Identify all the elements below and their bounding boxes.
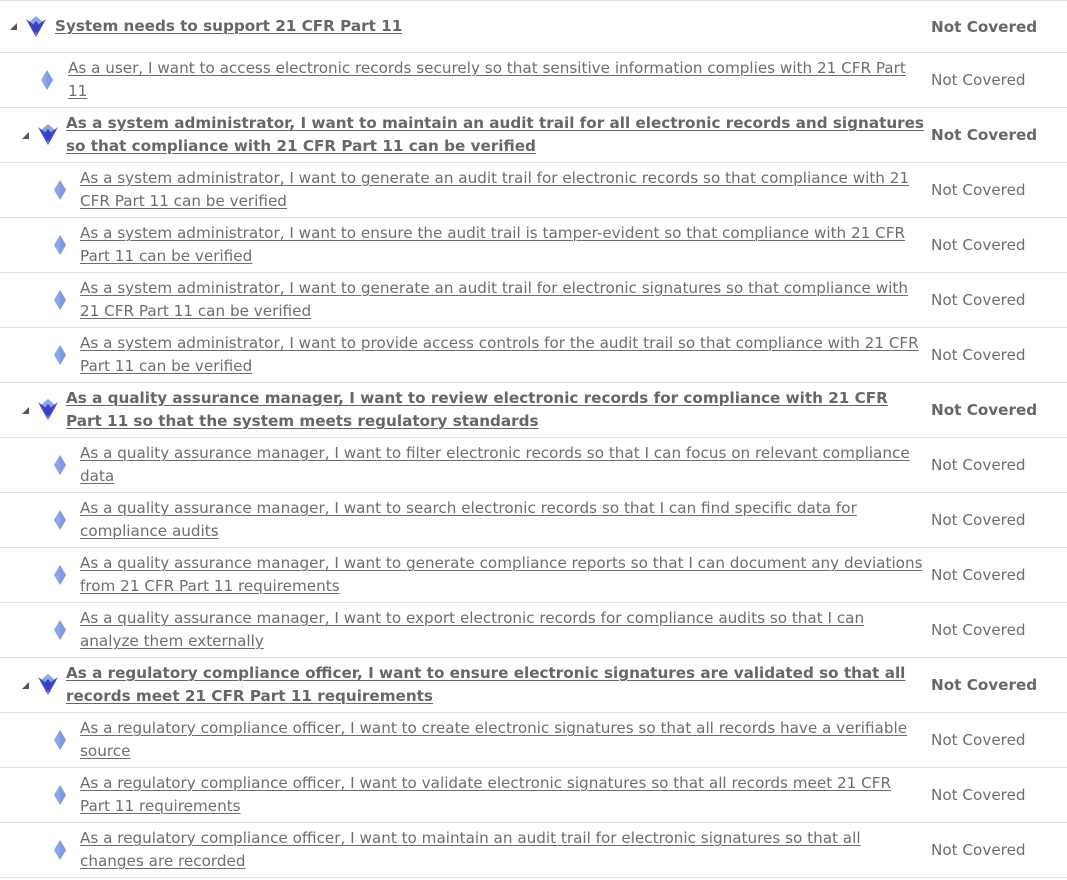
coverage-status: Not Covered: [931, 731, 1026, 749]
tree-row-parent[interactable]: [0, 383, 1067, 438]
story-icon: [53, 564, 67, 590]
item-title-link[interactable]: As a user, I want to access electronic records securely so that sensitive information complies with 21 CFR Part 11: [68, 59, 906, 100]
tree-row[interactable]: [0, 823, 1067, 878]
collapse-toggle-icon[interactable]: [22, 132, 29, 139]
coverage-status: Not Covered: [931, 71, 1026, 89]
feature-icon: [37, 123, 59, 151]
collapse-toggle-icon[interactable]: [22, 407, 29, 414]
story-icon: [53, 344, 67, 370]
item-title-link[interactable]: As a quality assurance manager, I want to export electronic records for compliance audits so that I can analyze them externally: [80, 609, 865, 650]
tree-row[interactable]: [0, 53, 1067, 108]
coverage-status: Not Covered: [931, 126, 1038, 144]
story-icon: [53, 839, 67, 865]
tree-row[interactable]: [0, 603, 1067, 658]
story-icon: [53, 509, 67, 535]
story-icon: [53, 619, 67, 645]
tree-row[interactable]: [0, 328, 1067, 383]
item-title-link[interactable]: As a quality assurance manager, I want to review electronic records for compliance with 21 CFR Part 11 so that the system meets regulatory standards: [66, 389, 888, 430]
item-title-link[interactable]: As a system administrator, I want to ensure the audit trail is tamper-evident so that compliance with 21 CFR Part 11 can be verified: [80, 224, 906, 265]
collapse-toggle-icon[interactable]: [22, 682, 29, 689]
coverage-status: Not Covered: [931, 676, 1038, 694]
tree-row-parent[interactable]: [0, 0, 1067, 53]
story-icon: [53, 179, 67, 205]
tree-row[interactable]: [0, 273, 1067, 328]
tree-row[interactable]: [0, 438, 1067, 493]
item-title-link[interactable]: As a regulatory compliance officer, I want to validate electronic signatures so that all records meet 21 CFR Part 11 requirements: [80, 774, 892, 815]
coverage-status: Not Covered: [931, 18, 1038, 36]
coverage-status: Not Covered: [931, 401, 1038, 419]
story-icon: [40, 69, 54, 95]
tree-row-parent[interactable]: [0, 658, 1067, 713]
tree-row[interactable]: [0, 548, 1067, 603]
tree-row[interactable]: [0, 713, 1067, 768]
item-title-link[interactable]: As a quality assurance manager, I want to search electronic records so that I can find specific data for compliance audits: [80, 499, 857, 540]
feature-icon: [37, 398, 59, 426]
coverage-status: Not Covered: [931, 346, 1026, 364]
item-title-link[interactable]: As a system administrator, I want to generate an audit trail for electronic signatures so that compliance with 21 CFR Part 11 can be verified: [80, 279, 908, 320]
coverage-status: Not Covered: [931, 236, 1026, 254]
collapse-toggle-icon[interactable]: [10, 23, 17, 30]
tree-row[interactable]: [0, 493, 1067, 548]
coverage-status: Not Covered: [931, 181, 1026, 199]
item-title-link[interactable]: As a system administrator, I want to maintain an audit trail for all electronic records and signatures so that compliance with 21 CFR Part 11 can be verified: [66, 114, 924, 155]
story-icon: [53, 234, 67, 260]
coverage-status: Not Covered: [931, 511, 1026, 529]
tree-row-parent[interactable]: [0, 108, 1067, 163]
item-title-link[interactable]: As a system administrator, I want to generate an audit trail for electronic records so that compliance with 21 CFR Part 11 can be verified: [80, 169, 910, 210]
tree-row[interactable]: [0, 163, 1067, 218]
tree-row[interactable]: [0, 218, 1067, 273]
item-title-link[interactable]: As a regulatory compliance officer, I want to maintain an audit trail for electronic signatures so that all changes are recorded: [80, 829, 861, 870]
coverage-status: Not Covered: [931, 291, 1026, 309]
item-title-link[interactable]: As a regulatory compliance officer, I want to create electronic signatures so that all records have a verifiable source: [80, 719, 908, 760]
coverage-status: Not Covered: [931, 621, 1026, 639]
item-title-link[interactable]: As a quality assurance manager, I want to generate compliance reports so that I can document any deviations from 21 CFR Part 11 requirements: [80, 554, 923, 595]
item-title-link[interactable]: As a regulatory compliance officer, I want to ensure electronic signatures are validated so that all records meet 21 CFR Part 11 requirements: [66, 664, 906, 705]
story-icon: [53, 729, 67, 755]
coverage-status: Not Covered: [931, 841, 1026, 859]
coverage-status: Not Covered: [931, 456, 1026, 474]
story-icon: [53, 454, 67, 480]
item-title-link[interactable]: As a quality assurance manager, I want to filter electronic records so that I can focus on relevant compliance data: [80, 444, 910, 485]
coverage-status: Not Covered: [931, 786, 1026, 804]
epic-icon: [25, 15, 47, 43]
story-icon: [53, 784, 67, 810]
item-title-link[interactable]: As a system administrator, I want to provide access controls for the audit trail so that compliance with 21 CFR Part 11 can be verified: [80, 334, 919, 375]
story-icon: [53, 289, 67, 315]
feature-icon: [37, 673, 59, 701]
tree-row[interactable]: [0, 768, 1067, 823]
item-title-link[interactable]: System needs to support 21 CFR Part 11: [55, 17, 403, 35]
coverage-status: Not Covered: [931, 566, 1026, 584]
